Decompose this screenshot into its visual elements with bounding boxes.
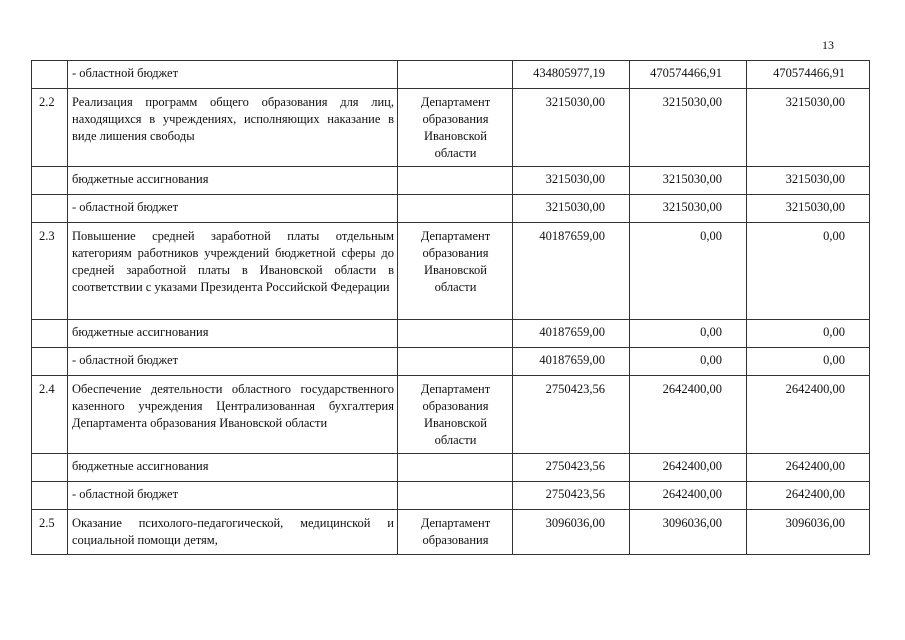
department-cell: Департамент образования Ивановской области — [398, 376, 513, 454]
empty-department-cell — [398, 348, 513, 376]
empty-department-cell — [398, 167, 513, 195]
value-year3-cell: 0,00 — [747, 223, 870, 320]
empty-department-cell — [398, 61, 513, 89]
empty-department-cell — [398, 482, 513, 510]
value-year1-cell: 2750423,56 — [513, 376, 630, 454]
empty-number-cell — [32, 167, 68, 195]
item-number-cell: 2.2 — [32, 89, 68, 167]
table-body — [32, 61, 870, 555]
department-cell: Департамент образования — [398, 510, 513, 555]
value-year2-cell: 3096036,00 — [630, 510, 747, 555]
subrow-label-cell: бюджетные ассигнования — [68, 167, 398, 195]
value-year2-cell: 470574466,91 — [630, 61, 747, 89]
value-year2-cell: 0,00 — [630, 223, 747, 320]
item-number-cell: 2.3 — [32, 223, 68, 320]
item-description-cell: Оказание психолого-педагогической, медицинской и социальной помощи детям, — [68, 510, 398, 555]
value-year3-cell: 0,00 — [747, 348, 870, 376]
value-year1-cell: 2750423,56 — [513, 482, 630, 510]
value-year1-cell: 3215030,00 — [513, 195, 630, 223]
empty-number-cell — [32, 348, 68, 376]
item-description-cell: Повышение средней заработной платы отдельным категориям работников учреждений бюджетной сферы до средней заработной платы в Ивановской области в соответствии с указами Президента Российской Федерации — [68, 223, 398, 320]
value-year1-cell: 3215030,00 — [513, 167, 630, 195]
item-number-cell: 2.4 — [32, 376, 68, 454]
value-year3-cell: 3215030,00 — [747, 89, 870, 167]
budget-table — [31, 60, 870, 555]
value-year1-cell: 40187659,00 — [513, 320, 630, 348]
table-subrow — [32, 61, 870, 89]
value-year1-cell: 40187659,00 — [513, 348, 630, 376]
table-subrow — [32, 195, 870, 223]
table-subrow — [32, 348, 870, 376]
subrow-label-cell: - областной бюджет — [68, 195, 398, 223]
item-description-cell: Реализация программ общего образования для лиц, находящихся в учреждениях, исполняющих наказание в виде лишения свободы — [68, 89, 398, 167]
empty-number-cell — [32, 320, 68, 348]
value-year1-cell: 40187659,00 — [513, 223, 630, 320]
subrow-label-cell: бюджетные ассигнования — [68, 320, 398, 348]
table-subrow — [32, 482, 870, 510]
value-year2-cell: 0,00 — [630, 320, 747, 348]
empty-number-cell — [32, 454, 68, 482]
department-cell: Департамент образования Ивановской области — [398, 223, 513, 320]
value-year3-cell: 0,00 — [747, 320, 870, 348]
empty-department-cell — [398, 320, 513, 348]
value-year1-cell: 2750423,56 — [513, 454, 630, 482]
subrow-label-cell: бюджетные ассигнования — [68, 454, 398, 482]
value-year2-cell: 3215030,00 — [630, 167, 747, 195]
table-subrow — [32, 167, 870, 195]
value-year3-cell: 3096036,00 — [747, 510, 870, 555]
value-year3-cell: 3215030,00 — [747, 167, 870, 195]
value-year3-cell: 2642400,00 — [747, 376, 870, 454]
empty-department-cell — [398, 454, 513, 482]
table-row — [32, 376, 870, 454]
value-year2-cell: 2642400,00 — [630, 482, 747, 510]
subrow-label-cell: - областной бюджет — [68, 482, 398, 510]
table-row — [32, 510, 870, 555]
value-year2-cell: 2642400,00 — [630, 454, 747, 482]
value-year2-cell: 3215030,00 — [630, 89, 747, 167]
value-year1-cell: 434805977,19 — [513, 61, 630, 89]
item-description-cell: Обеспечение деятельности областного государственного казенного учреждения Централизованная бухгалтерия Департамента образования Ивановской области — [68, 376, 398, 454]
empty-number-cell — [32, 482, 68, 510]
department-cell: Департамент образования Ивановской области — [398, 89, 513, 167]
table-subrow — [32, 320, 870, 348]
subrow-label-cell: - областной бюджет — [68, 61, 398, 89]
empty-number-cell — [32, 195, 68, 223]
value-year2-cell: 0,00 — [630, 348, 747, 376]
value-year3-cell: 2642400,00 — [747, 482, 870, 510]
value-year3-cell: 2642400,00 — [747, 454, 870, 482]
item-number-cell: 2.5 — [32, 510, 68, 555]
value-year3-cell: 470574466,91 — [747, 61, 870, 89]
page-number: 13 — [822, 38, 834, 52]
value-year1-cell: 3215030,00 — [513, 89, 630, 167]
value-year2-cell: 3215030,00 — [630, 195, 747, 223]
value-year3-cell: 3215030,00 — [747, 195, 870, 223]
value-year2-cell: 2642400,00 — [630, 376, 747, 454]
table-row — [32, 89, 870, 167]
empty-department-cell — [398, 195, 513, 223]
table-subrow — [32, 454, 870, 482]
table-row — [32, 223, 870, 320]
empty-number-cell — [32, 61, 68, 89]
value-year1-cell: 3096036,00 — [513, 510, 630, 555]
subrow-label-cell: - областной бюджет — [68, 348, 398, 376]
